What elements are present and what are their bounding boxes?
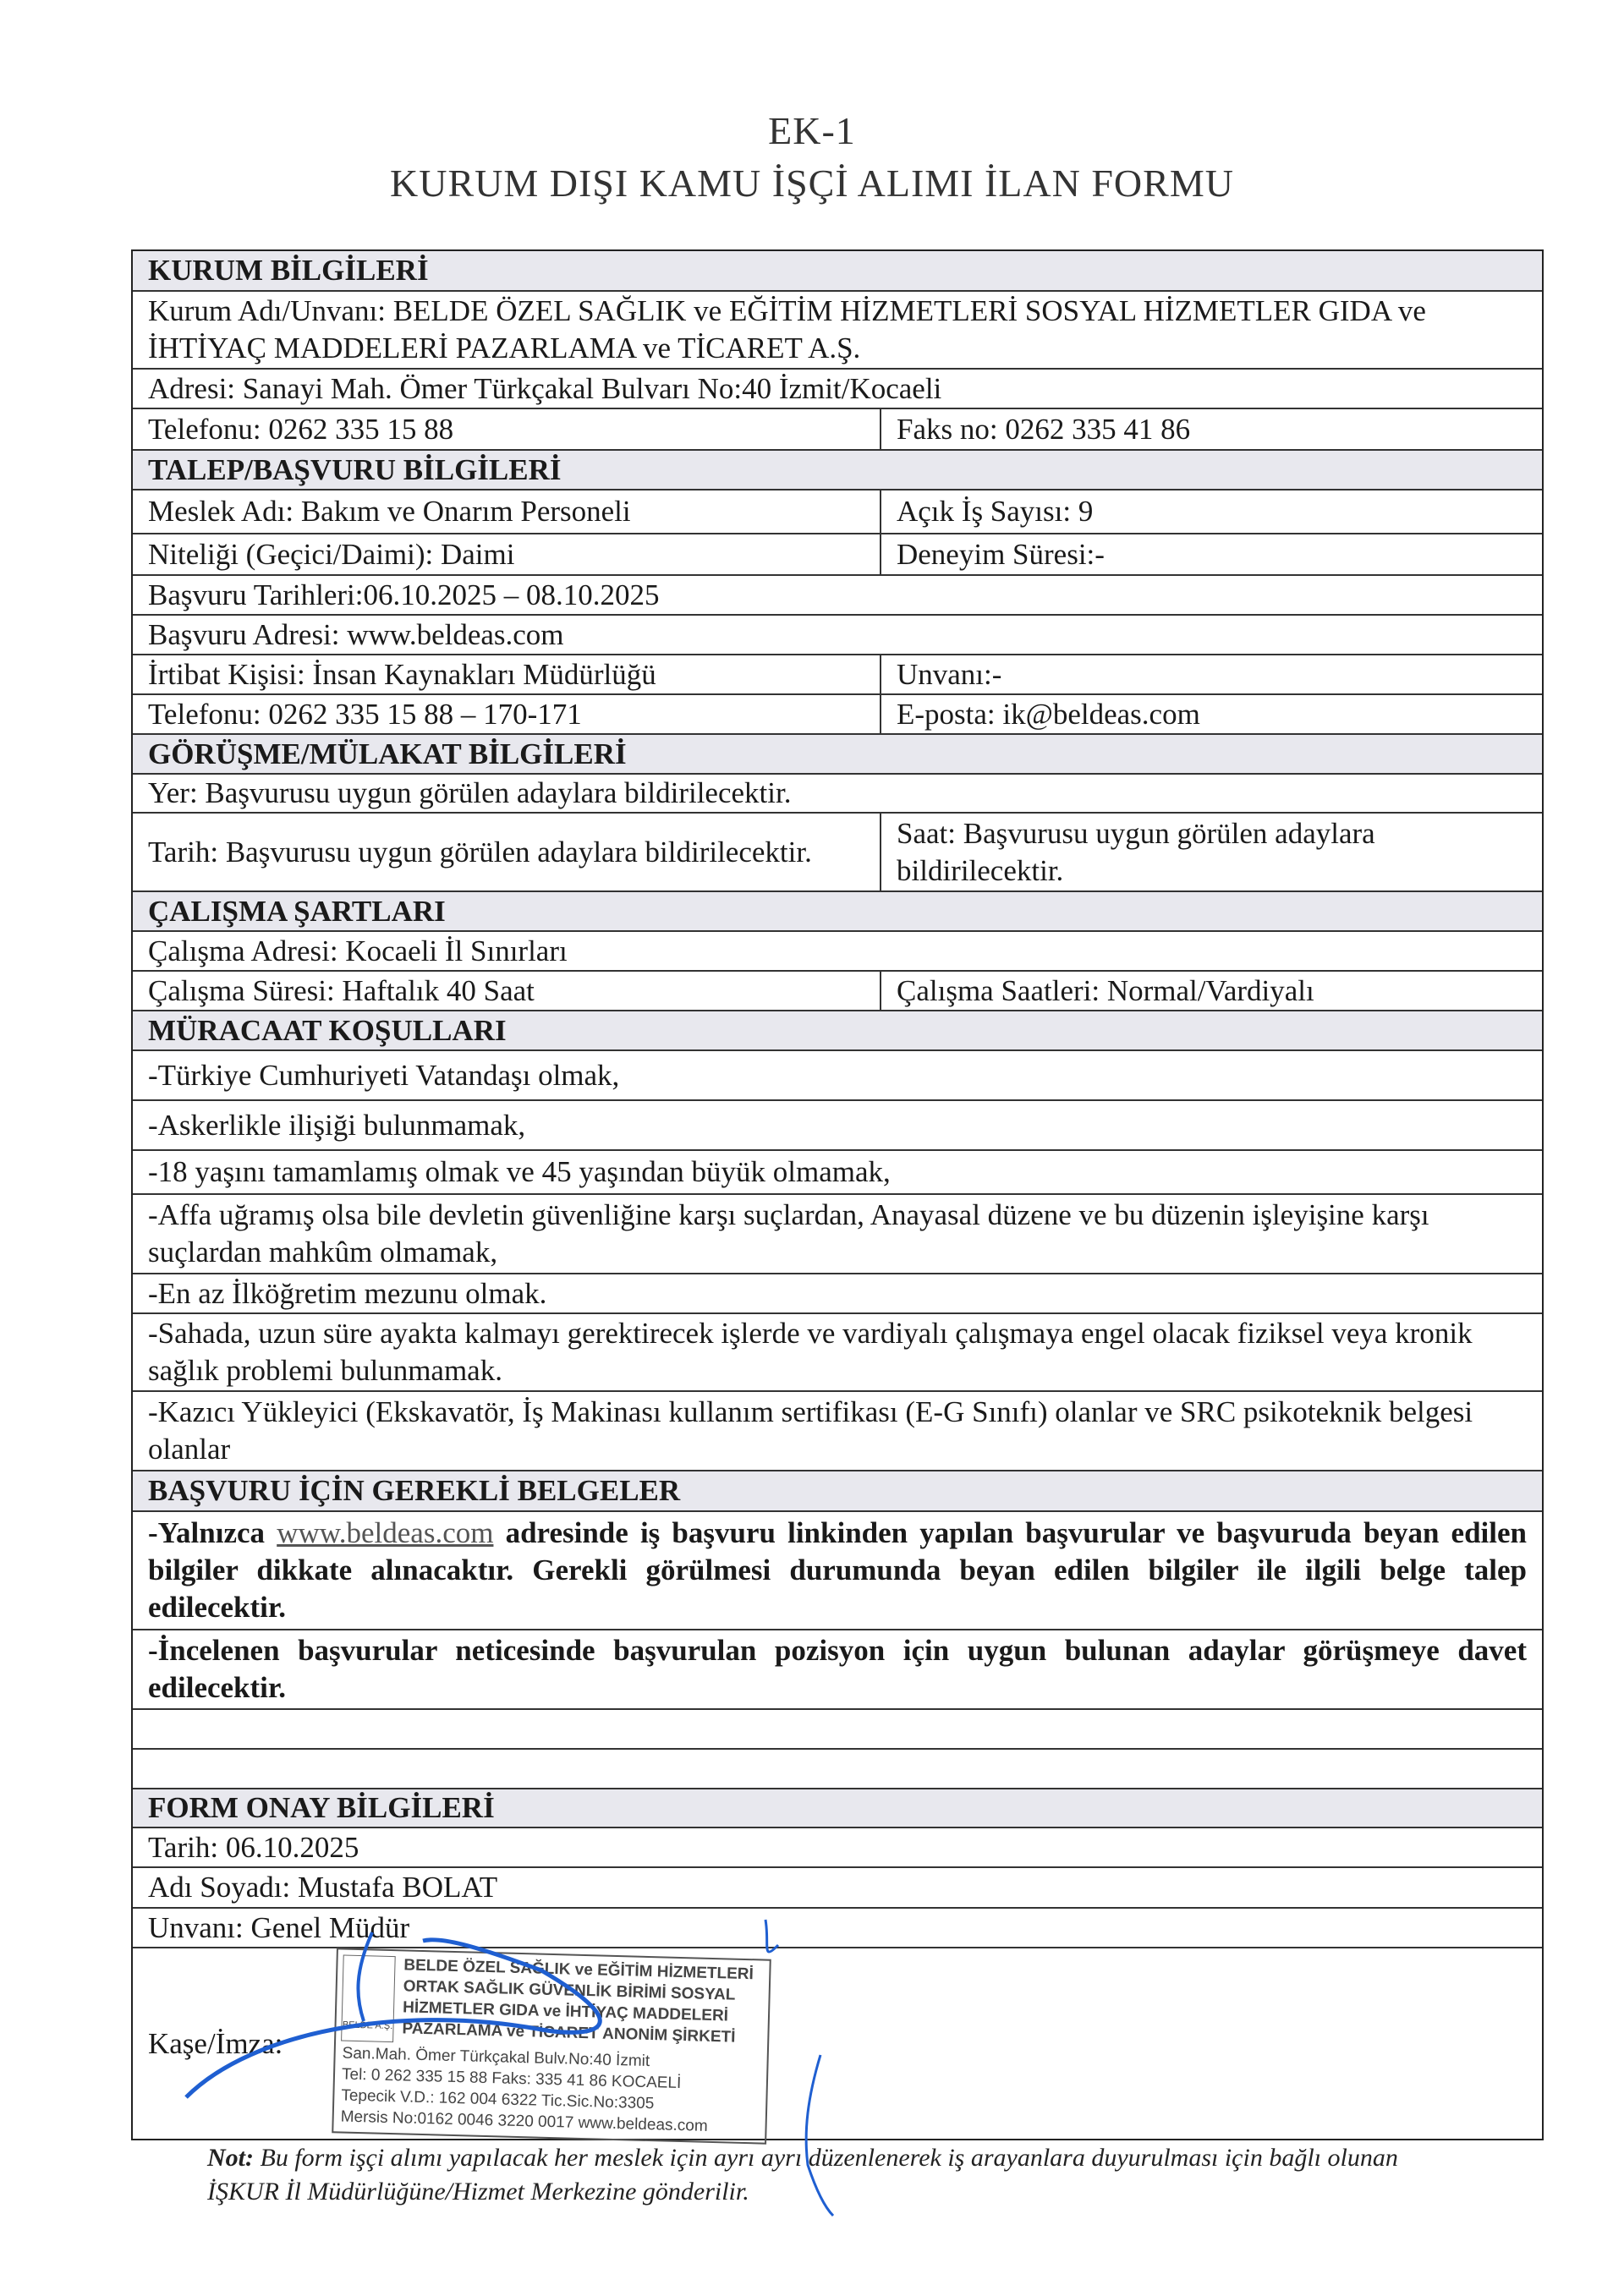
section-title: GÖRÜŞME/MÜLAKAT BİLGİLERİ	[148, 737, 627, 770]
basvuru-tarihleri: Başvuru Tarihleri:06.10.2025 – 08.10.2025	[148, 578, 660, 611]
form-title: KURUM DIŞI KAMU İŞÇİ ALIMI İLAN FORMU	[390, 162, 1234, 205]
belgeler-p1-post: adresinde iş başvuru linkinden yapılan başvurular ve başvuruda beyan edilen bilgiler dikkate alınacaktır. Gerekli görülmesi durumunda beyan edilen bilgiler ile ilgili belge talep edilecektir.	[148, 1516, 1527, 1624]
stamp-line: ORTAK SAĞLIK GÜVENLİK BİRİMİ SOSYAL	[403, 1977, 736, 2004]
company-stamp	[332, 1948, 771, 2144]
stamp-addr-line: Tel: 0 262 335 15 88 Faks: 335 41 86 KOCAELİ	[341, 2065, 682, 2093]
stamp-addr-line: Tepecik V.D.: 162 004 6322 Tic.Sic.No:3305	[341, 2086, 655, 2113]
calisma-suresi: Çalışma Süresi: Haftalık 40 Saat	[133, 972, 881, 1010]
section-title: ÇALIŞMA ŞARTLARI	[148, 894, 446, 928]
meslek-adi: Meslek Adı: Bakım ve Onarım Personeli	[133, 490, 881, 533]
kurum-adi: Kurum Adı/Unvanı: BELDE ÖZEL SAĞLIK ve EĞİTİM HİZMETLERİ SOSYAL HİZMETLER GIDA ve İHTİYAÇ MADDELERİ PAZARLAMA ve TİCARET A.Ş.	[148, 294, 1426, 364]
gorusme-tarih: Tarih: Başvurusu uygun görülen adaylara bildirilecektir.	[133, 814, 881, 890]
basvuru-adresi: Başvuru Adresi: www.beldeas.com	[148, 617, 564, 651]
footer-note	[207, 2141, 1476, 2209]
stamp-logo	[341, 1955, 396, 2043]
onay-tarih: Tarih: 06.10.2025	[148, 1830, 359, 1864]
onay-adi-soyadi: Adı Soyadı: Mustafa BOLAT	[148, 1871, 498, 1904]
stamp-line: HİZMETLER GIDA ve İHTİYAÇ MADDELERİ	[402, 1998, 729, 2025]
section-title: TALEP/BAŞVURU BİLGİLERİ	[148, 452, 562, 486]
stamp-addr-line: Mersis No:0162 0046 3220 0017 www.beldeas.com	[340, 2107, 708, 2135]
irtibat-kisisi: İrtibat Kişisi: İnsan Kaynakları Müdürlüğü	[133, 655, 881, 693]
calisma-adresi: Çalışma Adresi: Kocaeli İl Sınırları	[148, 934, 568, 967]
note-label: Not:	[207, 2144, 254, 2172]
acik-is-sayisi: Açık İş Sayısı: 9	[897, 495, 1094, 528]
gorusme-yer: Yer: Başvurusu uygun görülen adaylara bildirilecektir.	[148, 776, 792, 809]
deneyim-suresi: Deneyim Süresi:-	[897, 537, 1105, 571]
kase-imza-label: Kaşe/İmza:	[148, 2026, 283, 2060]
kosul-item: -Sahada, uzun süre ayakta kalmayı gerektirecek işlerde ve vardiyalı çalışmaya engel olacak fiziksel veya kronik sağlık problemi bulunmamak.	[148, 1317, 1473, 1387]
kurum-faks: Faks no: 0262 335 41 86	[897, 412, 1191, 446]
section-onay-header	[133, 1789, 1542, 1828]
section-title: KURUM BİLGİLERİ	[148, 254, 429, 287]
annex-label: EK-1	[768, 109, 856, 152]
belgeler-p1	[133, 1512, 1542, 1629]
section-calisma-header	[133, 892, 1542, 932]
website-link[interactable]: www.beldeas.com	[277, 1516, 494, 1549]
section-title: BAŞVURU İÇİN GEREKLİ BELGELER	[148, 1474, 681, 1507]
section-talep-header	[133, 451, 1542, 490]
gorusme-saat: Saat: Başvurusu uygun görülen adaylara bildirilecektir.	[897, 816, 1375, 887]
niteligi: Niteliği (Geçici/Daimi): Daimi	[133, 534, 881, 574]
kosul-item: -Türkiye Cumhuriyeti Vatandaşı olmak,	[148, 1058, 620, 1092]
kosul-item: -En az İlköğretim mezunu olmak.	[148, 1276, 547, 1310]
irtibat-telefon: Telefonu: 0262 335 15 88 – 170-171	[133, 695, 881, 733]
irtibat-eposta: E-posta: ik@beldeas.com	[897, 697, 1200, 731]
kurum-adres: Adresi: Sanayi Mah. Ömer Türkçakal Bulvarı No:40 İzmit/Kocaeli	[148, 371, 942, 405]
section-muracaat-header	[133, 1011, 1542, 1051]
note-text: Bu form işçi alımı yapılacak her meslek için ayrı ayrı düzenlenerek iş arayanlara duyurulması için bağlı olunan İŞKUR İl Müdürlüğüne/Hizmet Merkezine gönderilir.	[207, 2144, 1398, 2206]
empty-row	[133, 1750, 1542, 1789]
irtibat-unvani: Unvanı:-	[897, 657, 1002, 691]
kurum-telefon: Telefonu: 0262 335 15 88	[133, 409, 881, 449]
calisma-saatleri: Çalışma Saatleri: Normal/Vardiyalı	[897, 973, 1314, 1007]
stamp-logo-text: BELDE A.Ş.	[342, 2019, 393, 2032]
section-title: MÜRACAAT KOŞULLARI	[148, 1013, 507, 1047]
kosul-item: -18 yaşını tamamlamış olmak ve 45 yaşından büyük olmamak,	[148, 1155, 891, 1188]
section-title: FORM ONAY BİLGİLERİ	[148, 1791, 495, 1824]
empty-row	[133, 1710, 1542, 1750]
stamp-line: PAZARLAMA ve TİCARET ANONİM ŞİRKETİ	[402, 2019, 736, 2047]
section-gorusme-header	[133, 735, 1542, 775]
form-table	[131, 249, 1544, 2140]
onay-unvani: Unvanı: Genel Müdür	[148, 1910, 410, 1944]
stamp-addr-line: San.Mah. Ömer Türkçakal Bulv.No:40 İzmit	[342, 2044, 650, 2071]
belgeler-p2: -İncelenen başvurular neticesinde başvurulan pozisyon için uygun bulunan adaylar görüşmeye davet edilecektir.	[148, 1634, 1527, 1704]
kosul-item: -Affa uğramış olsa bile devletin güvenliğine karşı suçlardan, Anayasal düzene ve bu düzenin işleyişine karşı suçlardan mahkûm olmamak,	[148, 1198, 1429, 1269]
kosul-item: -Askerlikle ilişiği bulunmamak,	[148, 1108, 526, 1142]
section-kurum-header	[133, 251, 1542, 292]
kosul-item: -Kazıcı Yükleyici (Ekskavatör, İş Makinası kullanım sertifikası (E-G Sınıfı) olanlar ve SRC psikoteknik belgesi olanlar	[148, 1395, 1473, 1466]
belgeler-p1-pre: -Yalnızca	[148, 1516, 277, 1549]
section-belgeler-header	[133, 1471, 1542, 1512]
stamp-line: BELDE ÖZEL SAĞLIK ve EĞİTİM HİZMETLERİ	[403, 1956, 754, 1984]
